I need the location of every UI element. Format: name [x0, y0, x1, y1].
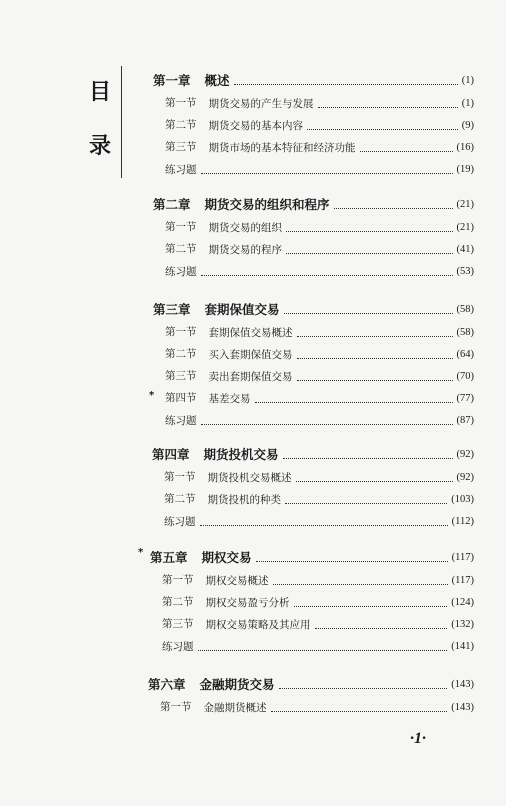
section-entry[interactable] [165, 322, 474, 340]
chapter-page: (1) [461, 75, 474, 86]
section-entry[interactable] [165, 115, 474, 133]
section-title: 期货市场的基本特征和经济功能 [208, 142, 356, 154]
page-number: ·1· [410, 730, 426, 747]
section-title: 期货投机交易概述 [207, 472, 292, 484]
asterisk-marker: * [138, 547, 144, 558]
section-title: 期权交易盈亏分析 [205, 597, 290, 609]
exercise-title: 练习题 [165, 415, 197, 427]
exercise-entry[interactable] [165, 261, 474, 279]
chapter-page: (143) [451, 679, 474, 690]
section-title: 金融期货概述 [203, 702, 267, 714]
chapter-entry[interactable] [150, 545, 474, 565]
asterisk-marker: * [149, 390, 155, 401]
chapter-number: 第五章 [150, 551, 188, 565]
section-number: 第一节 [160, 702, 192, 713]
section-number: 第二节 [165, 120, 197, 131]
section-number: 第四节 [165, 393, 197, 404]
section-entry[interactable] [165, 366, 474, 384]
dot-leader [284, 312, 453, 314]
dot-leader [297, 335, 453, 337]
section-page: (87) [456, 415, 474, 426]
dot-leader [271, 710, 448, 712]
dot-leader [201, 274, 453, 276]
section-entry[interactable] [164, 489, 474, 507]
chapter-entry[interactable] [153, 297, 474, 317]
chapter-number: 第四章 [152, 448, 190, 462]
exercise-title: 练习题 [164, 516, 196, 528]
exercise-entry[interactable] [164, 511, 474, 529]
chapter-entry[interactable] [148, 672, 474, 692]
section-title: 期货交易的组织 [208, 222, 282, 234]
section-page: (112) [451, 516, 474, 527]
section-entry[interactable] [162, 592, 474, 610]
chapter-title: 金融期货交易 [199, 677, 275, 692]
section-title: 买入套期保值交易 [208, 349, 293, 361]
dot-leader [334, 207, 453, 209]
section-entry[interactable] [165, 344, 474, 362]
section-page: (64) [456, 349, 474, 360]
dot-leader [283, 457, 453, 459]
section-page: (70) [456, 371, 474, 382]
section-title: 基差交易 [208, 393, 251, 405]
chapter-page: (58) [456, 304, 474, 315]
dot-leader [201, 172, 453, 174]
section-title: 期权交易概述 [205, 575, 269, 587]
dot-leader [273, 583, 448, 585]
dot-leader [360, 150, 453, 152]
section-entry[interactable] [162, 614, 474, 632]
section-entry[interactable] [165, 217, 474, 235]
section-title: 期货交易的产生与发展 [208, 98, 314, 110]
dot-leader [318, 106, 458, 108]
section-number: 第一节 [162, 575, 194, 586]
section-number: 第三节 [165, 142, 197, 153]
section-page: (92) [456, 472, 474, 483]
dot-leader [286, 230, 453, 232]
section-entry[interactable] [164, 467, 474, 485]
chapter-page: (117) [451, 552, 474, 563]
section-number: 第一节 [165, 222, 197, 233]
exercise-title: 练习题 [165, 266, 197, 278]
dot-leader [198, 649, 448, 651]
section-number: 第二节 [165, 244, 197, 255]
exercise-entry[interactable] [165, 159, 474, 177]
chapter-number: 第二章 [153, 198, 191, 212]
section-page: (132) [451, 619, 474, 630]
chapter-page: (92) [456, 449, 474, 460]
section-page: (103) [451, 494, 474, 505]
section-title: 期货交易的程序 [208, 244, 282, 256]
section-entry[interactable] [160, 697, 474, 715]
chapter-number: 第一章 [153, 74, 191, 88]
chapter-title: 期权交易 [201, 550, 252, 565]
chapter-number: 第三章 [153, 303, 191, 317]
dot-leader [294, 605, 448, 607]
section-page: (19) [456, 164, 474, 175]
dot-leader [201, 423, 453, 425]
section-number: 第一节 [164, 472, 196, 483]
dot-leader [234, 83, 458, 85]
dot-leader [200, 524, 448, 526]
section-number: 第三节 [162, 619, 194, 630]
section-entry[interactable] [162, 570, 474, 588]
chapter-title: 期货交易的组织和程序 [204, 197, 330, 212]
section-page: (1) [461, 98, 474, 109]
dot-leader [286, 252, 453, 254]
dot-leader [285, 502, 447, 504]
dot-leader [279, 687, 448, 689]
section-page: (41) [456, 244, 474, 255]
exercise-title: 练习题 [162, 641, 194, 653]
section-page: (9) [461, 120, 474, 131]
exercise-entry[interactable] [165, 410, 474, 428]
section-number: 第二节 [164, 494, 196, 505]
section-page: (21) [456, 222, 474, 233]
section-number: 第二节 [162, 597, 194, 608]
chapter-entry[interactable] [153, 68, 474, 88]
section-number: 第一节 [165, 327, 197, 338]
section-page: (77) [456, 393, 474, 404]
toc-heading-char-1: 目 [88, 80, 111, 105]
section-number: 第三节 [165, 371, 197, 382]
section-title: 期权交易策略及其应用 [205, 619, 311, 631]
dot-leader [297, 379, 453, 381]
chapter-title: 概述 [204, 73, 230, 88]
dot-leader [256, 560, 448, 562]
section-title: 期货交易的基本内容 [208, 120, 303, 132]
section-page: (53) [456, 266, 474, 277]
exercise-entry[interactable] [162, 636, 474, 654]
section-entry[interactable] [165, 137, 474, 155]
chapter-title: 期货投机交易 [203, 447, 279, 462]
section-entry[interactable] [165, 388, 474, 406]
section-entry[interactable] [165, 239, 474, 257]
toc-heading-char-2: 录 [88, 134, 111, 159]
exercise-title: 练习题 [165, 164, 197, 176]
section-title: 期货投机的种类 [207, 494, 281, 506]
chapter-page: (21) [456, 199, 474, 210]
section-page: (16) [456, 142, 474, 153]
chapter-entry[interactable] [152, 442, 474, 462]
section-page: (141) [451, 641, 474, 652]
section-number: 第一节 [165, 98, 197, 109]
section-title: 卖出套期保值交易 [208, 371, 293, 383]
section-title: 套期保值交易概述 [208, 327, 293, 339]
chapter-number: 第六章 [148, 678, 186, 692]
section-entry[interactable] [165, 93, 474, 111]
chapter-title: 套期保值交易 [204, 302, 280, 317]
dot-leader [296, 480, 453, 482]
dot-leader [315, 627, 448, 629]
dot-leader [297, 357, 453, 359]
section-page: (117) [451, 575, 474, 586]
section-page: (143) [451, 702, 474, 713]
section-page: (124) [451, 597, 474, 608]
section-number: 第二节 [165, 349, 197, 360]
chapter-entry[interactable] [153, 192, 474, 212]
dot-leader [307, 128, 458, 130]
dot-leader [255, 401, 453, 403]
section-page: (58) [456, 327, 474, 338]
